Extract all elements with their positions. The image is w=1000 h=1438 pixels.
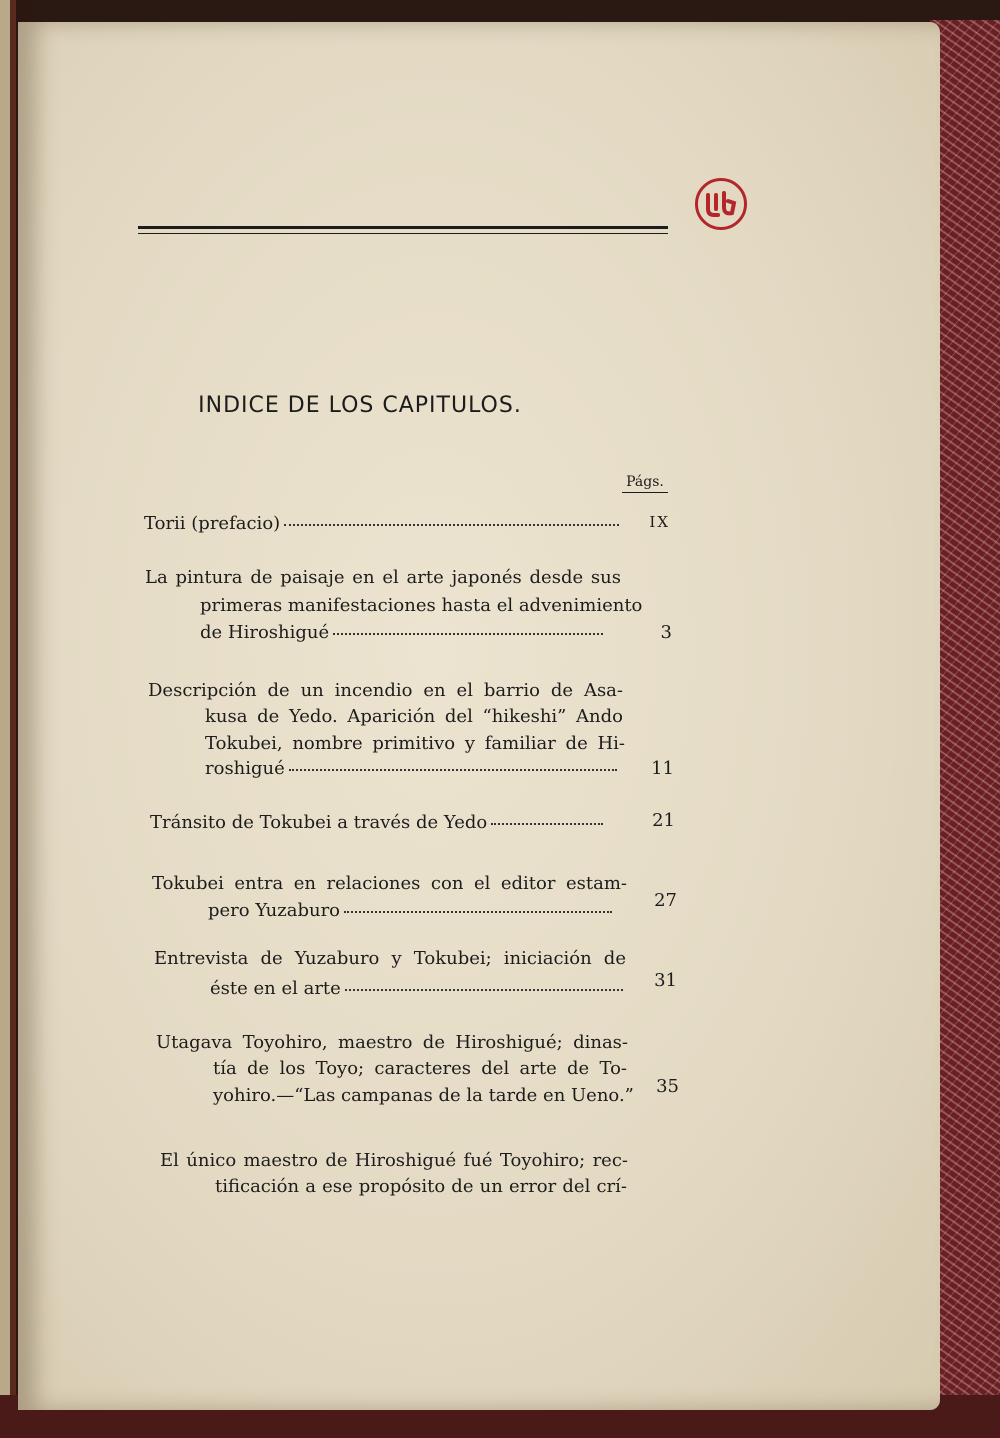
toc-page-number: 35 [656,1076,679,1097]
page-title: INDICE DE LOS CAPITULOS. [198,393,522,418]
toc-entry-text: Torii (prefacio) [144,513,281,534]
toc-entry-text: Tokubei, nombre primitivo y familiar de Hi- [205,733,625,754]
leader-dots [333,633,603,635]
toc-entry-text: yohiro.—“Las campanas de la tarde en Ueno.” [213,1085,634,1106]
header-rule-thin [138,233,668,234]
toc-entry-text: pero Yuzaburo [208,900,341,921]
toc-entry-text: primeras manifestaciones hasta el advenimiento [200,595,643,616]
toc-page-number: 31 [654,970,677,991]
toc-entry-text: Tokubei entra en relaciones con el editor estam- [152,873,627,894]
toc-page-number: 21 [652,810,675,831]
header-rule-thick [138,226,668,229]
toc-page-number: 27 [654,890,677,911]
toc-entry-text: kusa de Yedo. Aparición del “hikeshi” Ando [205,706,623,727]
toc-entry-text: La pintura de paisaje en el arte japonés desde sus [145,567,621,588]
leader-dots [345,989,623,991]
leader-dots [289,769,617,771]
toc-entry-text: Descripción de un incendio en el barrio de Asa- [148,680,623,701]
leader-dots [344,911,612,913]
toc-page-number: IX [649,513,670,531]
toc-entry-text: roshigué [205,758,285,779]
toc-page-number: 3 [660,622,672,643]
toc-entry-text: Utagava Toyohiro, maestro de Hiroshigué; dinas- [156,1032,628,1053]
toc-entry-text: El único maestro de Hiroshigué fué Toyohiro; rec- [160,1150,628,1171]
pages-column-header: Págs. [622,474,668,493]
toc-entry-text: de Hiroshigué [200,622,330,643]
toc-entry-text: tificación a ese propósito de un error del crí- [215,1176,627,1197]
red-seal-stamp-icon [695,178,747,230]
toc-page-number: 11 [651,758,674,779]
toc-entry-text: Tránsito de Tokubei a través de Yedo [150,812,488,833]
book-cover-right [930,20,1000,1420]
toc-entry-text: éste en el arte [210,978,341,999]
toc-entry-text: tía de los Toyo; caracteres del arte de To- [213,1058,627,1079]
toc-entry-text: Entrevista de Yuzaburo y Tokubei; iniciación de [154,948,626,969]
leader-dots [284,524,619,526]
leader-dots [491,823,603,825]
